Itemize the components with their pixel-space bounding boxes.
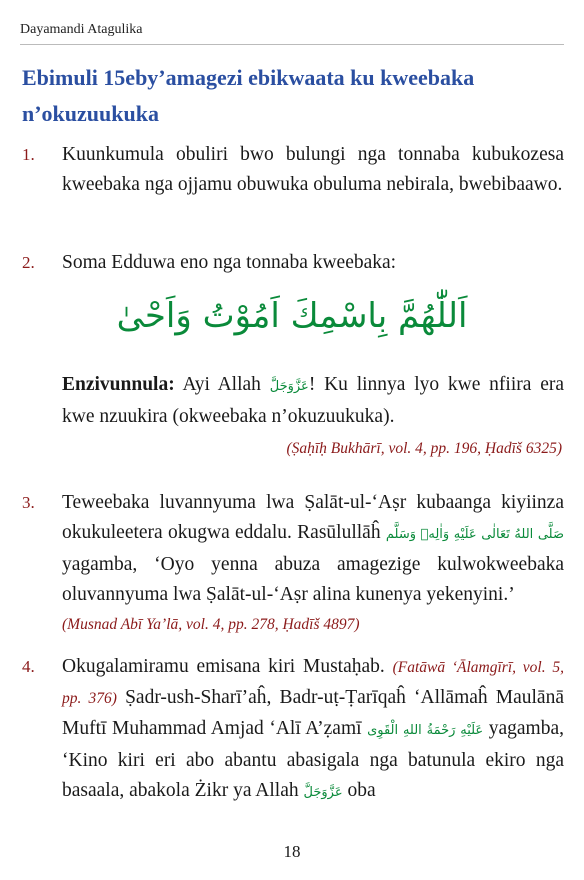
translation-text-a: Ayi Allah (182, 374, 261, 395)
honorific-azza-wa-jall: عَزَّوَجَلَّ (269, 379, 309, 394)
item-text (62, 652, 564, 808)
item-number: 4. (22, 657, 35, 676)
translation (62, 370, 564, 432)
item-reference: (Musnad Abī Ya’lā, vol. 4, pp. 278, Ḥadīš 4897) (62, 616, 360, 633)
translation-reference: (Ṣaḥīḥ Bukhārī, vol. 4, pp. 196, Ḥadīš 6325) (286, 440, 562, 457)
header-rule (20, 44, 564, 45)
item-text: Soma Edduwa eno nga tonnaba kweebaka: (62, 252, 397, 273)
item-number: 1. (22, 145, 35, 164)
item-reference: (Fatāwā ‘Ālamgīrī, vol. 5, pp. 376) (62, 659, 564, 707)
list-item-2 (22, 248, 564, 278)
item-text-a: Teweebaka luvannyuma lwa Ṣalāt-ul-‘Aṣr kubaanga kiyiinza okukuleetera okugwa eddalu. Rasūlullāĥ (62, 492, 564, 543)
section-heading: Ebimuli 15eby’amagezi ebikwaata ku kweebaka n’okuzuukuka (22, 65, 475, 126)
item-number: 2. (22, 253, 35, 272)
item-text-c: yagamba, ‘Kino kiri eri abo abantu abasigala nga batunula ekiro nga basaala, abakola Żikr ya Allah (62, 718, 565, 801)
page-number: 18 (283, 842, 301, 861)
running-head: Dayamandi Atagulika (20, 22, 143, 37)
honorific-azza-wa-jall: عَزَّوَجَلَّ (303, 785, 343, 800)
list-item-1 (22, 140, 564, 200)
list-item-4 (22, 652, 564, 808)
item-text (62, 488, 564, 610)
list-item-3 (22, 488, 564, 640)
item-text-a: Okugalamiramu emisana kiri Mustaḥab. (62, 656, 385, 677)
translation-label: Enzivunnula: (62, 374, 175, 395)
dua-arabic: اَللّٰھُمَّ بِاسْمِكَ اَمُوْتُ وَاَحْیٰ (116, 296, 468, 336)
honorific-rahmatullah: عَلَیْهِ رَحْمَةُ اللهِ الْقَوِی (367, 723, 484, 738)
item-number: 3. (22, 493, 35, 512)
item-text-b: Ṣadr-ush-Sharī’aĥ, Badr-uṭ-Ṭarīqaĥ ‘Allāmaĥ Maulānā Muftī Muhammad Amjad ‘Alī A’ẓamī (62, 687, 564, 739)
item-text-d: oba (347, 780, 376, 801)
honorific-salawat: صَلَّى اللهُ تَعَالٰی عَلَیْهِ وَاٰلِهٖ وَسَلَّم (385, 527, 564, 542)
item-text-b: yagamba, ‘Oyo yenna abuza amagezige kulwokweebaka oluvannyuma lwa Ṣalāt-ul-‘Aṣr alina kunenya yekenyini.’ (62, 554, 564, 605)
translation-text-b: ! Ku linnya lyo kwe nfiira era kwe nzuukira (okweebaka n’okuzuukuka). (62, 374, 564, 427)
item-text: Kuunkumula obuliri bwo bulungi nga tonnaba kubukozesa kweebaka nga ojjamu obuwuka obuluma nebirala, bwebibaawo. (62, 144, 564, 195)
